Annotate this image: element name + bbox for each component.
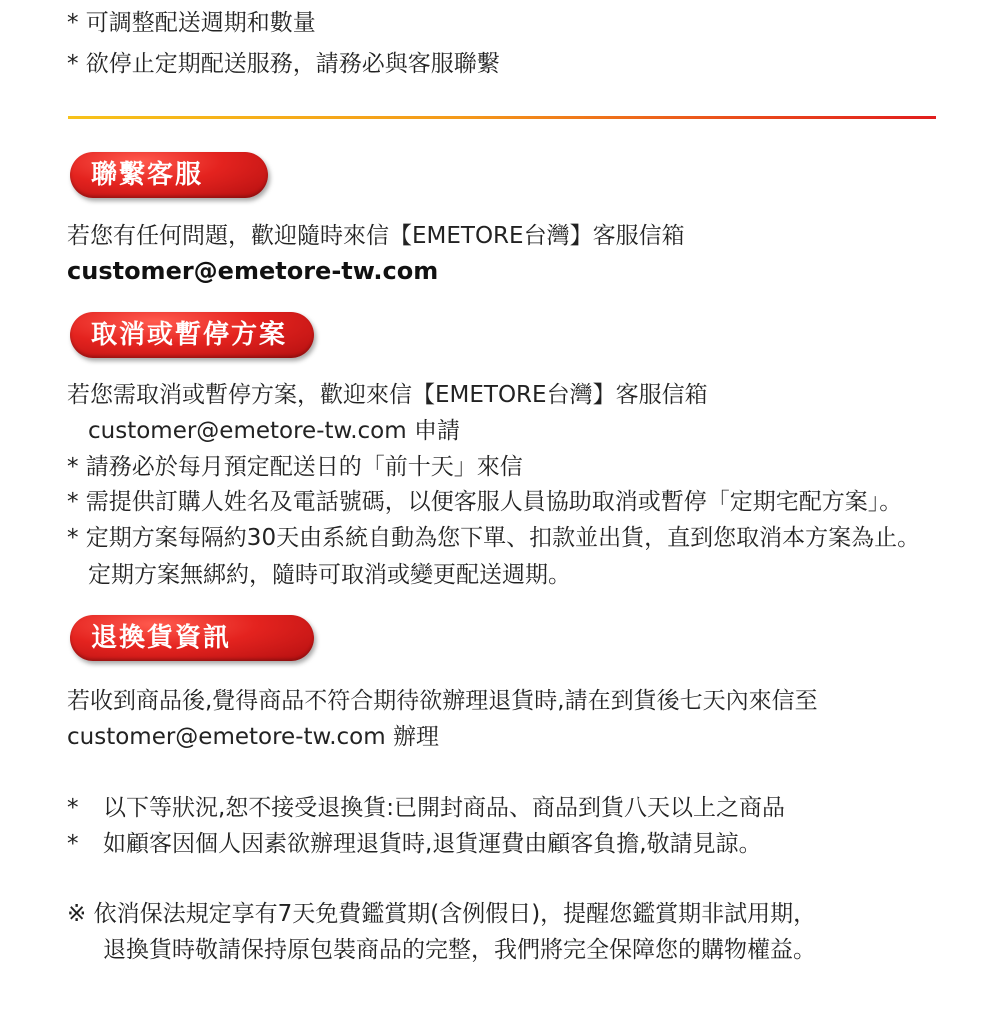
returns-text: 若收到商品後,覺得商品不符合期待欲辦理退貨時,請在到貨後七天內來信至: [67, 688, 818, 714]
contact-section-header: 聯繫客服: [70, 152, 268, 198]
cancel-email-line: customer@emetore-tw.com 申請: [88, 418, 460, 444]
returns-bullet-exclusions: * 以下等狀況,恕不接受退換貨:已開封商品、商品到貨八天以上之商品: [67, 795, 786, 821]
returns-law-note: ※ 依消保法規定享有7天免費鑑賞期(含例假日)，提醒您鑑賞期非試用期，: [67, 901, 817, 927]
cancel-bullet-info: * 需提供訂購人姓名及電話號碼，以便客服人員協助取消或暫停「定期宅配方案」。: [67, 489, 903, 515]
note-stop-service: * 欲停止定期配送服務，請務必與客服聯繫: [67, 51, 500, 77]
note-adjust-schedule: * 可調整配送週期和數量: [67, 10, 316, 36]
section-divider: [68, 116, 936, 119]
cancel-bullet-auto-order: * 定期方案每隔約30天由系統自動為您下單、扣款並出貨，直到您取消本方案為止。: [67, 525, 921, 551]
returns-law-note-cont: 退換貨時敬請保持原包裝商品的完整，我們將完全保障您的購物權益。: [103, 937, 816, 963]
cancel-bullet-deadline: * 請務必於每月預定配送日的「前十天」來信: [67, 454, 523, 480]
returns-section-header: 退換貨資訊: [70, 615, 314, 661]
contact-text: 若您有任何問題，歡迎隨時來信【EMETORE台灣】客服信箱: [67, 223, 685, 249]
contact-email[interactable]: customer@emetore-tw.com: [67, 257, 439, 285]
bullet-star: *: [67, 831, 79, 857]
returns-bullet-shipping-fee: * 如顧客因個人因素欲辦理退貨時,退貨運費由顧客負擔,敬請見諒。: [67, 831, 762, 857]
bullet-star: *: [67, 795, 79, 821]
cancel-section-header: 取消或暫停方案: [70, 312, 314, 358]
returns-email-line: customer@emetore-tw.com 辦理: [67, 724, 439, 750]
cancel-text: 若您需取消或暫停方案，歡迎來信【EMETORE台灣】客服信箱: [67, 382, 708, 408]
cancel-bullet-no-contract: 定期方案無綁約，隨時可取消或變更配送週期。: [88, 562, 571, 588]
